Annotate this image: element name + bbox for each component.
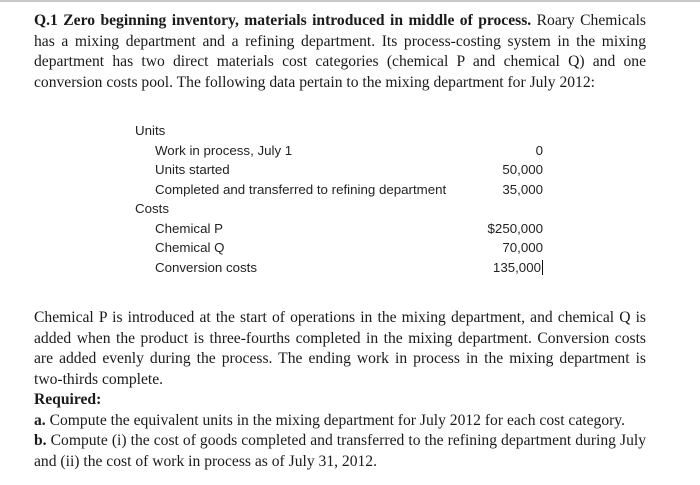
row-label: Work in process, July 1	[155, 142, 293, 158]
row-value: 35,000	[502, 181, 543, 197]
text-cursor	[542, 260, 543, 275]
costs-heading: Costs	[135, 201, 169, 216]
question-intro-text: Roary Chemicals has a mixing department and a refining department. Its process-costing system in the mixing department has two direct materials cost categories (chemical P and chemical Q) and one conversion costs pool. The following data pertain to the mixing department for July 2012:	[34, 12, 646, 91]
row-label: Conversion costs	[155, 259, 257, 275]
table-row	[135, 141, 543, 161]
table-row	[135, 180, 543, 200]
body-text	[34, 308, 646, 472]
table-row	[135, 258, 543, 278]
part-a-label: a.	[34, 411, 46, 429]
question-intro	[34, 11, 646, 93]
data-table	[135, 121, 543, 277]
row-value: 0	[535, 142, 543, 158]
part-b-label: b.	[34, 432, 47, 449]
part-b	[34, 431, 646, 472]
row-value-with-cursor	[493, 258, 543, 278]
table-row	[135, 160, 543, 180]
row-label: Chemical Q	[155, 240, 225, 255]
top-border	[0, 0, 700, 2]
row-value: 70,000	[502, 240, 543, 255]
part-b-text: Compute (i) the cost of goods completed and transferred to the refining department during July and (ii) the cost of work in process as of July 31, 2012.	[34, 432, 646, 470]
row-value: 135,000	[492, 259, 541, 275]
required-label: Required:	[34, 391, 102, 408]
row-value: $250,000	[487, 220, 543, 236]
units-heading: Units	[135, 123, 166, 138]
row-label: Chemical P	[155, 220, 223, 236]
part-a-text: Compute the equivalent units in the mixing department for July 2012 for each cost category.	[49, 411, 625, 429]
row-value: 50,000	[502, 162, 543, 177]
question-number: Q.1	[34, 12, 58, 29]
row-label: Units started	[155, 162, 230, 177]
body-paragraph: Chemical P is introduced at the start of operations in the mixing department, and chemical Q is added when the product is three-fourths completed in the mixing department. Conversion costs are added evenly during the process. The ending work in process in the mixing department is two-thirds complete.	[34, 309, 646, 388]
question-title: Zero beginning inventory, materials introduced in middle of process.	[63, 12, 532, 29]
part-a	[34, 411, 646, 432]
table-row	[135, 219, 543, 239]
table-row	[135, 238, 543, 258]
row-label: Completed and transferred to refining department	[155, 181, 447, 197]
